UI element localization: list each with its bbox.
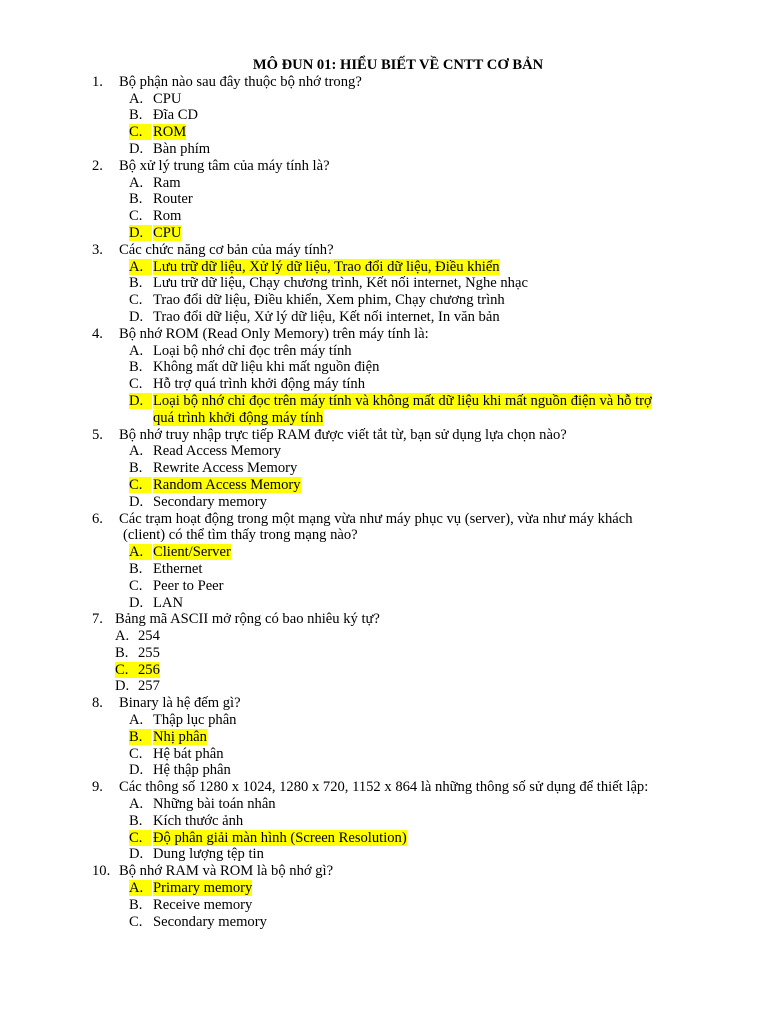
answer-option <box>0 762 768 779</box>
highlight-mark: Client/Server <box>153 544 231 561</box>
option-letter: C. <box>129 745 143 762</box>
question-stem <box>0 695 768 712</box>
option-letter: C. <box>129 208 143 225</box>
answer-option <box>0 595 768 612</box>
highlight-mark: ROM <box>153 124 187 141</box>
option-text: Trao đổi dữ liệu, Điều khiển, Xem phim, Chạy chương trình <box>153 292 505 309</box>
option-text: Những bài toán nhân <box>153 796 276 813</box>
question-stem <box>0 326 768 343</box>
option-letter: A. <box>115 628 130 645</box>
answer-option <box>0 460 768 477</box>
option-letter <box>129 393 152 410</box>
highlight-mark: Loại bộ nhớ chỉ đọc trên máy tính và không mất dữ liệu khi mất nguồn điện và hỗ trợ <box>153 392 652 409</box>
option-text: Peer to Peer <box>153 577 224 594</box>
answer-option <box>0 141 768 158</box>
option-text <box>153 830 407 847</box>
question-text: Bộ phận nào sau đây thuộc bộ nhớ trong? <box>119 73 362 90</box>
answer-option-correct <box>0 830 768 847</box>
option-text <box>153 393 652 410</box>
answer-option <box>0 343 768 360</box>
highlight-letter: C. <box>129 124 151 140</box>
answer-option-correct <box>0 477 768 494</box>
answer-option-correct <box>0 662 768 679</box>
question-stem <box>0 511 768 528</box>
answer-option <box>0 914 768 931</box>
option-text: Hỗ trợ quá trình khởi động máy tính <box>153 376 366 393</box>
answer-option <box>0 712 768 729</box>
question-number: 2. <box>92 157 103 174</box>
question-item <box>0 511 768 612</box>
answer-option <box>0 796 768 813</box>
question-item <box>0 695 768 779</box>
option-letter: D. <box>129 308 144 325</box>
answer-option <box>0 678 768 695</box>
highlight-letter: C. <box>115 662 137 678</box>
answer-option <box>0 175 768 192</box>
option-letter <box>129 880 152 897</box>
option-letter: C. <box>129 913 143 930</box>
question-list <box>0 74 768 931</box>
answer-option <box>0 897 768 914</box>
option-text <box>153 124 186 141</box>
option-letter <box>129 225 152 242</box>
answer-option <box>0 628 768 645</box>
highlight-letter: D. <box>129 393 152 409</box>
option-text: Dung lượng tệp tin <box>153 846 264 863</box>
question-stem <box>0 74 768 91</box>
option-letter: A. <box>129 342 144 359</box>
option-letter <box>129 830 151 847</box>
answer-option-correct <box>0 880 768 897</box>
question-number: 3. <box>92 241 103 258</box>
option-text: Đĩa CD <box>153 107 198 124</box>
option-letter: D. <box>129 140 144 157</box>
option-letter <box>129 259 152 276</box>
question-item <box>0 779 768 863</box>
highlight-mark: CPU <box>153 224 182 241</box>
question-text: Các trạm hoạt động trong một mạng vừa như máy phục vụ (server), vừa như máy khách <box>119 510 633 527</box>
answer-option <box>0 208 768 225</box>
highlight-letter: B. <box>129 729 151 745</box>
option-letter <box>115 662 137 679</box>
question-number: 6. <box>92 510 103 527</box>
question-number: 9. <box>92 779 103 796</box>
option-letter: A. <box>129 796 144 813</box>
answer-option <box>0 561 768 578</box>
question-text-continued <box>0 527 768 544</box>
answer-option <box>0 376 768 393</box>
question-stem <box>0 611 768 628</box>
option-text: Trao đổi dữ liệu, Xử lý dữ liệu, Kết nối internet, In văn bản <box>153 308 500 325</box>
question-text: Bộ nhớ truy nhập trực tiếp RAM được viết tắt từ, bạn sử dụng lựa chọn nào? <box>119 426 567 443</box>
answer-option <box>0 846 768 863</box>
option-letter: D. <box>115 678 130 695</box>
option-text: Kích thước ảnh <box>153 812 244 829</box>
question-text: Các thông số 1280 x 1024, 1280 x 720, 1152 x 864 là những thông số sử dụng để thiết lập: <box>119 779 649 796</box>
answer-option <box>0 309 768 326</box>
option-letter: D. <box>129 594 144 611</box>
option-letter: A. <box>129 90 144 107</box>
option-letter: A. <box>129 712 144 729</box>
option-letter: B. <box>129 812 143 829</box>
option-letter: C. <box>129 376 143 393</box>
option-text: Secondary memory <box>153 493 267 510</box>
option-letter: B. <box>129 107 143 124</box>
question-text: Các chức năng cơ bản của máy tính? <box>119 241 334 258</box>
answer-option <box>0 292 768 309</box>
question-text: Bộ nhớ ROM (Read Only Memory) trên máy tính là: <box>119 325 429 342</box>
question-text: Bảng mã ASCII mở rộng có bao nhiêu ký tự? <box>115 611 380 628</box>
option-text <box>138 662 160 679</box>
question-text: Binary là hệ đếm gì? <box>119 695 241 712</box>
option-letter: B. <box>115 644 129 661</box>
option-text: Router <box>153 191 193 208</box>
question-number: 5. <box>92 426 103 443</box>
question-stem <box>0 427 768 444</box>
question-item <box>0 326 768 427</box>
answer-option <box>0 91 768 108</box>
question-number: 10. <box>92 863 111 880</box>
highlight-mark: Nhị phân <box>153 728 207 745</box>
option-text: 255 <box>138 644 160 661</box>
answer-option <box>0 645 768 662</box>
highlight-letter: D. <box>129 225 152 241</box>
highlight-mark: Độ phân giải màn hình (Screen Resolution) <box>153 829 407 846</box>
answer-option-correct <box>0 225 768 242</box>
question-item <box>0 863 768 930</box>
answer-option-correct <box>0 729 768 746</box>
option-letter: A. <box>129 443 144 460</box>
option-text <box>153 729 207 746</box>
page-title: MÔ ĐUN 01: HIỂU BIẾT VỀ CNTT CƠ BẢN <box>252 57 544 73</box>
option-text <box>153 225 181 242</box>
option-letter: C. <box>129 292 143 309</box>
option-text: Bàn phím <box>153 140 211 157</box>
question-number: 4. <box>92 325 103 342</box>
option-text: Ethernet <box>153 560 203 577</box>
option-text: 254 <box>138 628 160 645</box>
highlight-letter: C. <box>129 477 151 493</box>
option-text: Rewrite Access Memory <box>153 460 298 477</box>
option-letter: B. <box>129 896 143 913</box>
question-text-line2: (client) có thể tìm thấy trong mạng nào? <box>123 527 358 544</box>
option-letter: C. <box>129 577 143 594</box>
option-text: 257 <box>138 678 160 695</box>
option-letter: B. <box>129 359 143 376</box>
option-text: CPU <box>153 90 182 107</box>
option-text: Thập lục phân <box>153 712 237 729</box>
answer-option <box>0 275 768 292</box>
option-letter <box>129 124 151 141</box>
option-text: Secondary memory <box>153 913 267 930</box>
question-item <box>0 611 768 695</box>
option-letter: D. <box>129 493 144 510</box>
highlight-mark-line2: quá trình khởi động máy tính <box>153 409 324 426</box>
question-number: 1. <box>92 73 103 90</box>
option-letter: A. <box>129 174 144 191</box>
question-item <box>0 242 768 326</box>
option-text: Không mất dữ liệu khi mất nguồn điện <box>153 359 380 376</box>
document-page <box>0 57 768 930</box>
option-letter: B. <box>129 275 143 292</box>
answer-option-correct <box>0 124 768 141</box>
answer-option-correct <box>0 544 768 561</box>
highlight-mark: Random Access Memory <box>153 476 301 493</box>
answer-option-continued <box>0 410 768 427</box>
question-stem <box>0 158 768 175</box>
answer-option <box>0 107 768 124</box>
option-letter <box>129 544 152 561</box>
question-item <box>0 74 768 158</box>
question-text: Bộ xử lý trung tâm của máy tính là? <box>119 157 330 174</box>
option-text: Hệ bát phân <box>153 745 224 762</box>
answer-option-correct <box>0 259 768 276</box>
question-item <box>0 158 768 242</box>
option-text: Ram <box>153 174 181 191</box>
option-letter: B. <box>129 191 143 208</box>
highlight-letter: C. <box>129 830 151 846</box>
highlight-mark: 256 <box>138 661 160 678</box>
option-text: Hệ thập phân <box>153 762 231 779</box>
highlight-mark: Lưu trữ dữ liệu, Xử lý dữ liệu, Trao đổi dữ liệu, Điều khiển <box>153 258 500 275</box>
option-letter <box>129 477 151 494</box>
highlight-mark: Primary memory <box>153 880 253 897</box>
option-text: Lưu trữ dữ liệu, Chạy chương trình, Kết nối internet, Nghe nhạc <box>153 275 528 292</box>
option-text <box>153 259 500 276</box>
option-text <box>153 880 252 897</box>
highlight-letter: A. <box>129 880 152 896</box>
option-text: Read Access Memory <box>153 443 282 460</box>
option-text: Loại bộ nhớ chỉ đọc trên máy tính <box>153 342 352 359</box>
answer-option <box>0 443 768 460</box>
answer-option <box>0 578 768 595</box>
question-stem <box>0 863 768 880</box>
option-letter: D. <box>129 846 144 863</box>
highlight-letter: A. <box>129 259 152 275</box>
option-text <box>153 477 301 494</box>
question-text: Bộ nhớ RAM và ROM là bộ nhớ gì? <box>119 863 334 880</box>
answer-option <box>0 494 768 511</box>
answer-option <box>0 359 768 376</box>
answer-option <box>0 191 768 208</box>
option-text: Rom <box>153 208 182 225</box>
question-number: 8. <box>92 695 103 712</box>
answer-option-correct <box>0 393 768 410</box>
question-stem <box>0 242 768 259</box>
question-number: 7. <box>92 611 103 628</box>
answer-option <box>0 813 768 830</box>
question-stem <box>0 779 768 796</box>
option-text-line2 <box>153 410 323 427</box>
option-letter: B. <box>129 560 143 577</box>
option-letter <box>129 729 151 746</box>
highlight-letter: A. <box>129 544 152 560</box>
option-letter: B. <box>129 460 143 477</box>
option-text: LAN <box>153 594 183 611</box>
option-text: Receive memory <box>153 896 253 913</box>
option-text <box>153 544 231 561</box>
question-item <box>0 427 768 511</box>
option-letter: D. <box>129 762 144 779</box>
answer-option <box>0 746 768 763</box>
